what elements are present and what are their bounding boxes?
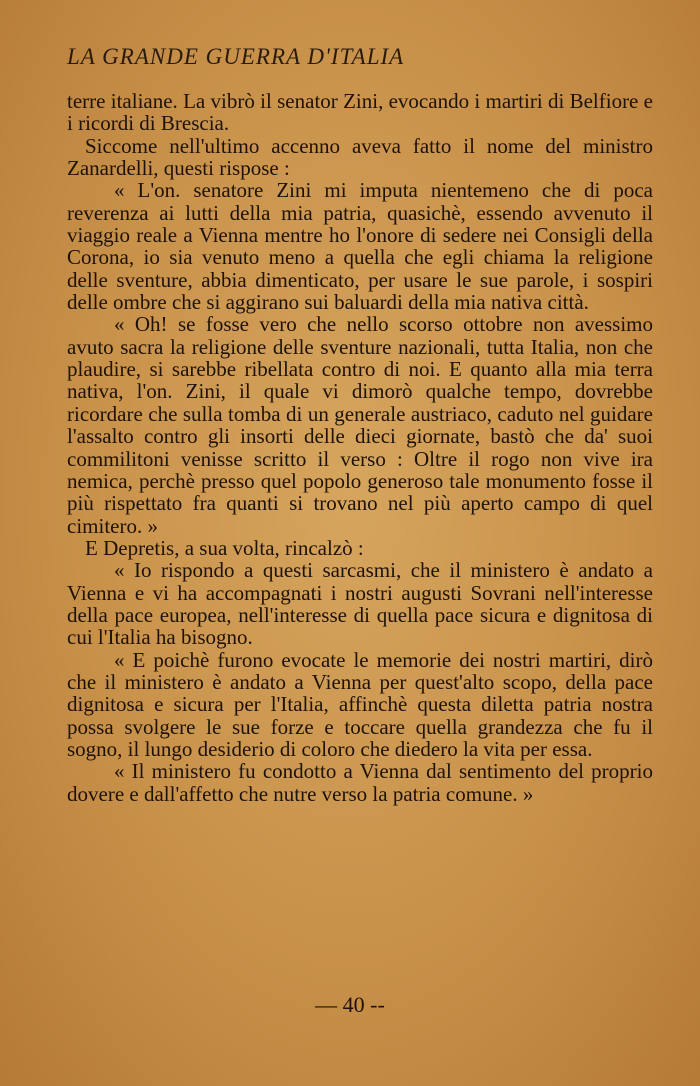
paragraph: E Depretis, a sua volta, rincalzò : [85, 535, 364, 560]
paragraph: Siccome nell'ultimo accenno aveva fatto il nome del ministro Zanardelli, questi rispose : [67, 133, 653, 181]
paragraph: « L'on. senatore Zini mi imputa nientemeno che di poca reverenza ai lutti della mia patria, quasichè, essendo avvenuto il viaggio reale a Vienna mentre ho l'onore di sedere nei Consigli della Corona, io sia venuto meno a quella che egli chiama la religione delle sventure, abbia dimenticato, per usare le sue parole, i sospiri delle ombre che si aggirano sui baluardi della mia nativa città. [67, 178, 653, 315]
running-header: LA GRANDE GUERRA D'ITALIA [67, 44, 405, 69]
body-text [67, 90, 653, 805]
paragraph: « Il ministero fu condotto a Vienna dal sentimento del proprio dovere e dall'affetto che nutre verso la patria comune. » [67, 759, 653, 806]
page-number: — 40 -- [315, 992, 385, 1017]
paragraph: terre italiane. La vibrò il senator Zini, evocando i martiri di Belfiore e i ricordi di Brescia. [67, 89, 653, 136]
paragraph: « E poichè furono evocate le memorie dei nostri martiri, dirò che il ministero è andato a Vienna per quest'alto scopo, della pace dignitosa e sicura per l'Italia, affinchè questa diletta patria nostra possa svolgere le sue forze e toccare quella grandezza che fu il sogno, il lungo desiderio di coloro che diedero la vita per essa. [67, 647, 653, 761]
paragraph: « Oh! se fosse vero che nello scorso ottobre non avessimo avuto sacra la religione delle sventure nazionali, tutta Italia, non che plaudire, si sarebbe ribellata contro di noi. E quanto alla mia terra nativa, l'on. Zini, il quale vi dimorò qualche tempo, dovrebbe ricordare che sulla tomba di un generale austriaco, caduto nel guidare l'assalto contro gli insorti delle dieci giornate, bastò che da' suoi commilitoni venisse scritto il verso : Oltre il rogo non vive ira nemica, perchè presso quel popolo generoso tale monumento fosse il più rispettato fra quanti si trovano nel più aperto campo di quel cimitero. » [67, 312, 653, 538]
paragraph: « Io rispondo a questi sarcasmi, che il ministero è andato a Vienna e vi ha accompagnati i nostri augusti Sovrani nell'interesse della pace europea, nell'interesse di quella pace sicura e dignitosa di cui l'Italia ha bisogno. [67, 558, 653, 650]
